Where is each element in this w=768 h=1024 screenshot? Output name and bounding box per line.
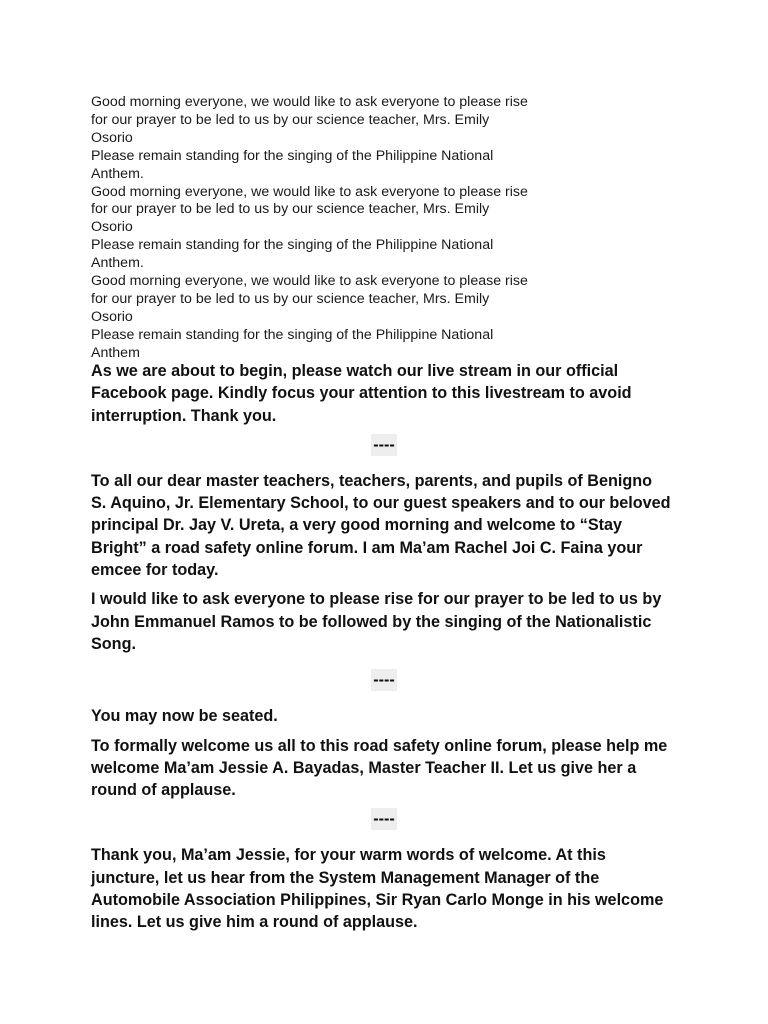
section-divider (91, 434, 677, 456)
divider-text: ---- (373, 671, 395, 690)
divider-text: ---- (373, 810, 395, 829)
text-line: Anthem. (91, 255, 144, 272)
text-line: juncture, let us hear from the System Management Manager of the (91, 868, 600, 887)
text-line: interruption. Thank you. (91, 406, 277, 425)
text-line: for our prayer to be led to us by our science teacher, Mrs. Emily (91, 201, 490, 218)
text-line: Osorio (91, 219, 133, 236)
text-line: Good morning everyone, we would like to ask everyone to please rise (91, 94, 528, 110)
text-line: S. Aquino, Jr. Elementary School, to our guest speakers and to our beloved (91, 494, 671, 513)
text-line: John Emmanuel Ramos to be followed by the singing of the Nationalistic (91, 612, 652, 631)
text-line: welcome Ma’am Jessie A. Bayadas, Master Teacher II. Let us give her a (91, 758, 637, 777)
text-line: Thank you, Ma’am Jessie, for your warm words of welcome. At this (91, 846, 606, 865)
text-line: I would like to ask everyone to please rise for our prayer to be led to us by (91, 590, 662, 609)
text-line: Please remain standing for the singing of the Philippine National (91, 326, 494, 343)
prayer-paragraph (91, 588, 691, 655)
text-line: round of applause. (91, 781, 236, 800)
text-fragment: principal Dr. Jay V. Ureta, a very good morning and welcome to (91, 516, 580, 535)
section-divider (91, 808, 677, 830)
intro-paragraph (91, 360, 691, 427)
text-line: Anthem (91, 344, 140, 361)
text-line: Facebook page. Kindly focus your attention to this livestream to avoid (91, 384, 632, 403)
seated-paragraph (91, 705, 691, 727)
text-line: for our prayer to be led to us by our science teacher, Mrs. Emily (91, 290, 490, 307)
text-line: emcee for today. (91, 561, 219, 580)
text-line: You may now be seated. (91, 707, 278, 726)
text-line: To all our dear master teachers, teachers, parents, and pupils of Benigno (91, 471, 653, 490)
text-line: As we are about to begin, please watch our live stream in our official (91, 362, 619, 380)
divider-text: ---- (373, 435, 395, 454)
text-line: Song. (91, 634, 136, 653)
text-line: Osorio (91, 308, 133, 325)
text-line: for our prayer to be led to us by our science teacher, Mrs. Emily (91, 111, 490, 128)
text-line: Automobile Association Philippines, Sir Ryan Carlo Monge in his welcome (91, 891, 664, 910)
text-line: lines. Let us give him a round of applause. (91, 913, 418, 932)
opening-remarks (91, 94, 571, 363)
text-line (91, 537, 691, 559)
section-divider (91, 669, 677, 691)
emcee-script (91, 360, 691, 934)
forum-title-part-2: Bright” (91, 538, 147, 557)
text-line: Please remain standing for the singing of the Philippine National (91, 237, 494, 254)
text-line: Osorio (91, 129, 133, 146)
text-line: Please remain standing for the singing of the Philippine National (91, 147, 494, 164)
forum-title-part-1: “Stay (579, 516, 623, 535)
welcome-paragraph (91, 470, 691, 581)
text-fragment: a road safety online forum. I am Ma’am Rachel Joi C. Faina your (146, 538, 643, 557)
text-line: To formally welcome us all to this road safety online forum, please help me (91, 736, 668, 755)
text-line: Anthem. (91, 165, 144, 182)
formal-welcome-paragraph (91, 735, 691, 802)
text-line: Good morning everyone, we would like to ask everyone to please rise (91, 273, 528, 290)
text-line: Good morning everyone, we would like to ask everyone to please rise (91, 183, 528, 200)
thanks-paragraph (91, 844, 691, 933)
text-line (91, 514, 691, 536)
